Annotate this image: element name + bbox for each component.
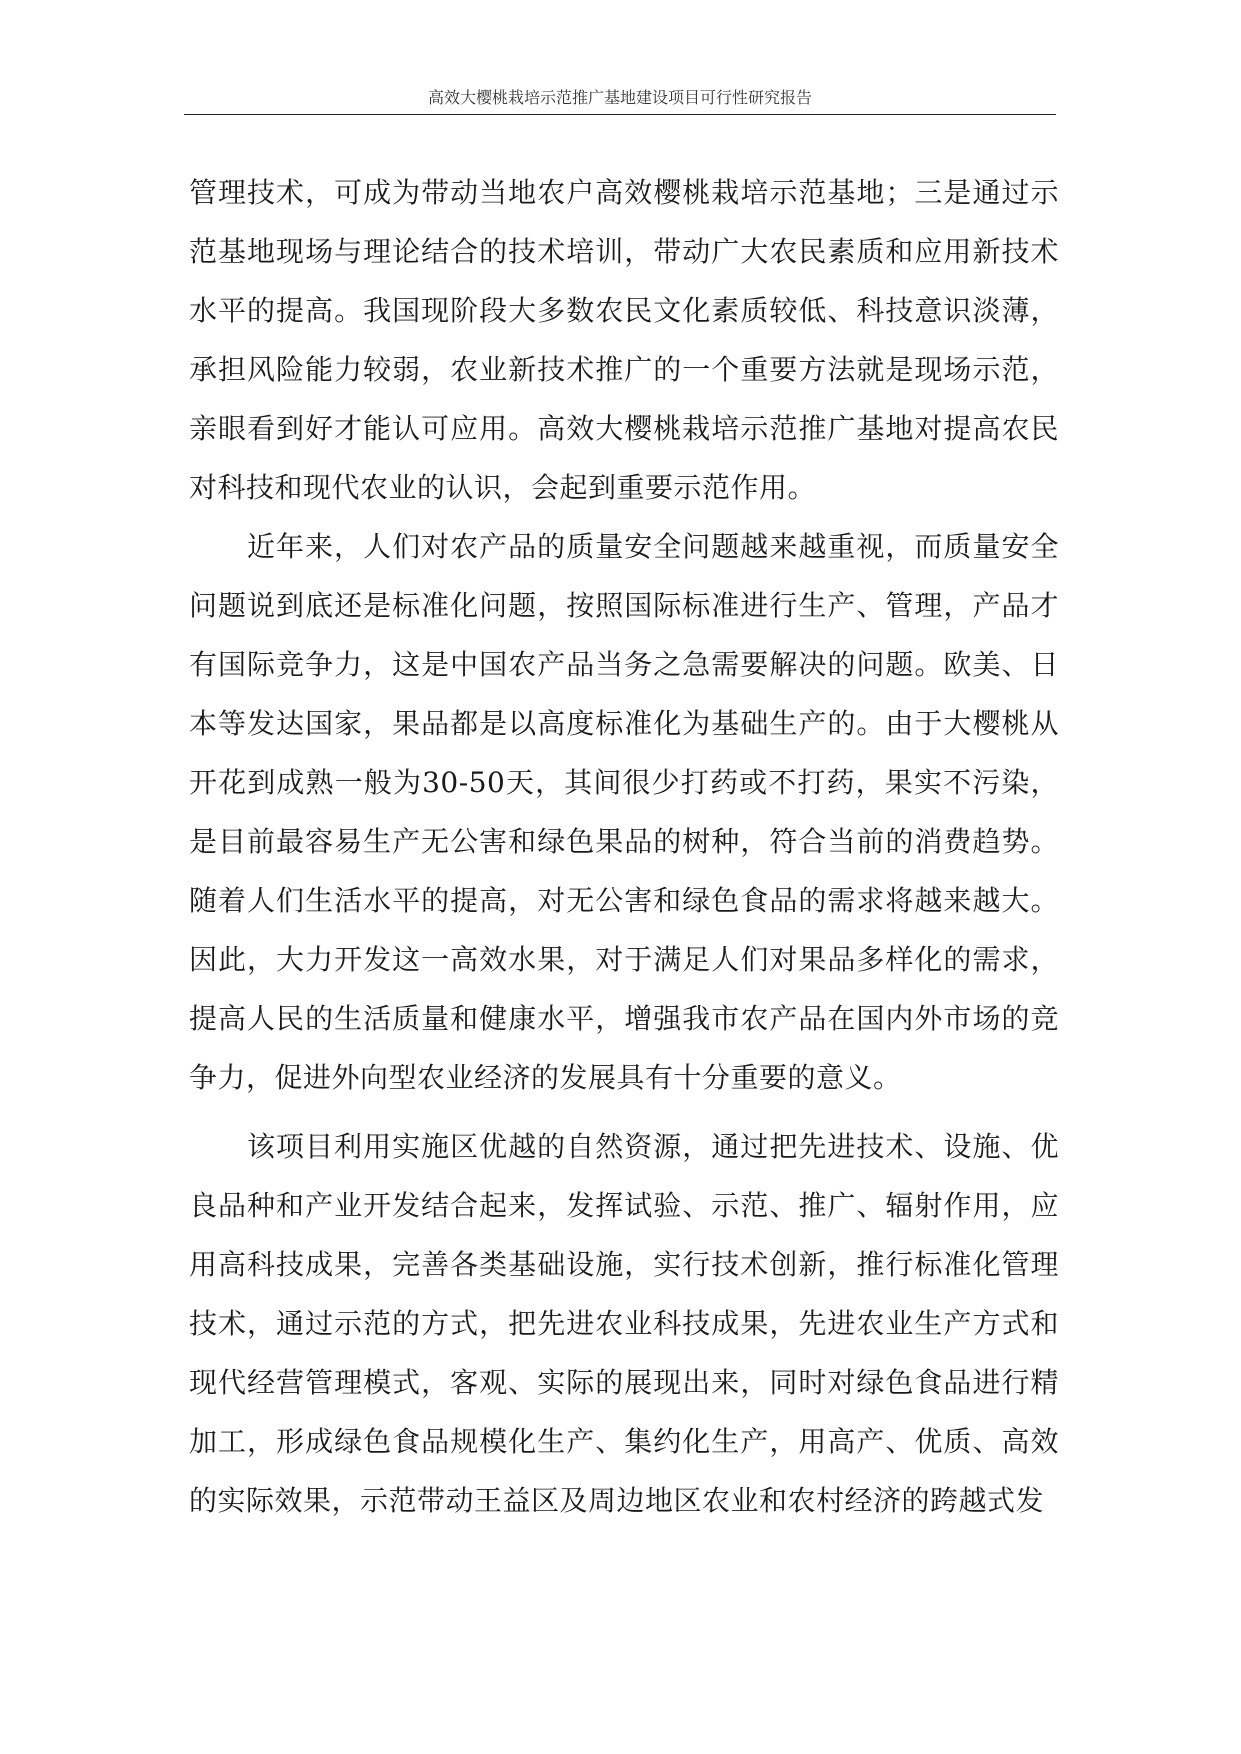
paragraph-continued: 管理技术，可成为带动当地农户高效樱桃栽培示范基地；三是通过示范基地现场与理论结合的技术培训，带动广大农民素质和应用新技术水平的提高。我国现阶段大多数农民文化素质较低、科技意识淡薄，承担风险能力较弱，农业新技术推广的一个重要方法就是现场示范，亲眼看到好才能认可应用。高效大樱桃栽培示范推广基地对提高农民对科技和现代农业的认识，会起到重要示范作用。 [189, 176, 1059, 504]
running-header: 高效大樱桃栽培示范推广基地建设项目可行性研究报告 [427, 88, 812, 107]
paragraph-project-demonstration: 该项目利用实施区优越的自然资源，通过把先进技术、设施、优良品种和产业开发结合起来，发挥试验、示范、推广、辐射作用，应用高科技成果，完善各类基础设施，实行技术创新，推行标准化管理技术，通过示范的方式，把先进农业科技成果，先进农业生产方式和现代经营管理模式，客观、实际的展现出来，同时对绿色食品进行精加工，形成绿色食品规模化生产、集约化生产，用高产、优质、高效的实际效果，示范带动王益区及周边地区农业和农村经济的跨越式发 [189, 1130, 1059, 1517]
header-divider [184, 114, 1056, 115]
document-body [189, 163, 1059, 1530]
paragraph-standardization: 近年来，人们对农产品的质量安全问题越来越重视，而质量安全问题说到底还是标准化问题，按照国际标准进行生产、管理，产品才有国际竞争力，这是中国农产品当务之急需要解决的问题。欧美、日本等发达国家，果品都是以高度标准化为基础生产的。由于大樱桃从开花到成熟一般为30-50天，其间很少打药或不打药，果实不污染，是目前最容易生产无公害和绿色果品的树种，符合当前的消费趋势。随着人们生活水平的提高，对无公害和绿色食品的需求将越来越大。因此，大力开发这一高效水果，对于满足人们对果品多样化的需求，提高人民的生活质量和健康水平，增强我市农产品在国内外市场的竞争力，促进外向型农业经济的发展具有十分重要的意义。 [189, 530, 1059, 1094]
